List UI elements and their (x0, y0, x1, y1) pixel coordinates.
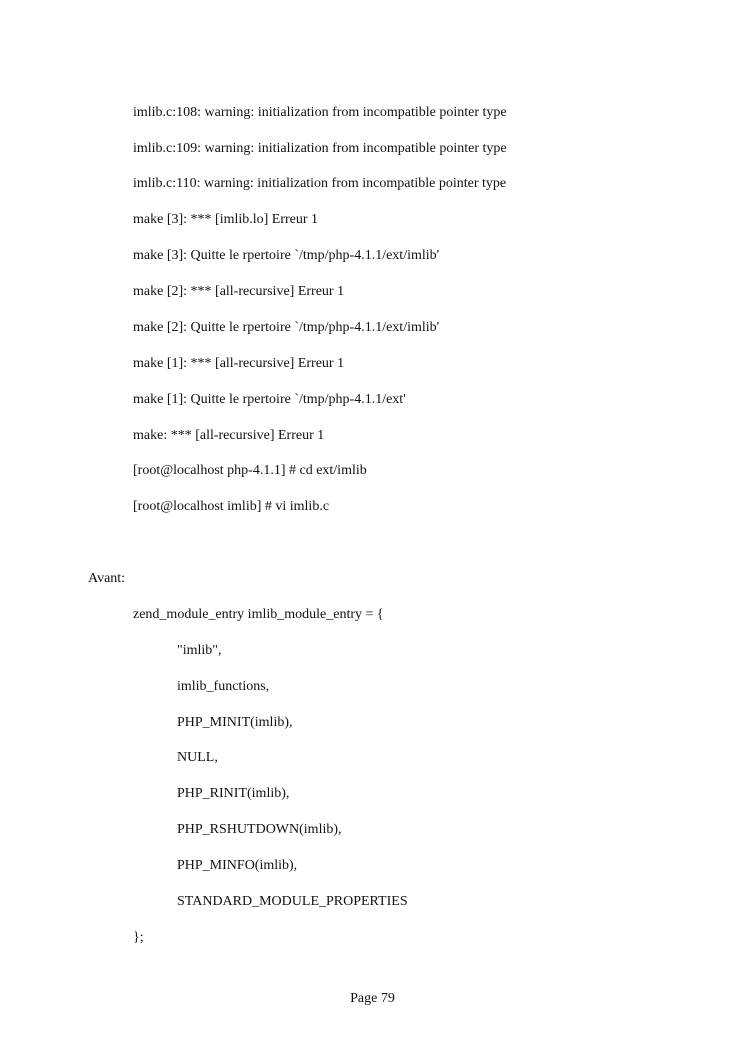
code-field: PHP_MINFO(imlib), (177, 858, 298, 873)
code-field: PHP_MINIT(imlib), (177, 715, 293, 730)
log-line: make [3]: Quitte le rpertoire `/tmp/php-4.1.1/ext/imlib' (133, 248, 440, 263)
code-field: imlib_functions, (177, 679, 270, 694)
code-field: "imlib", (177, 643, 222, 658)
code-field: PHP_RINIT(imlib), (177, 786, 290, 801)
page-number: Page 79 (350, 991, 395, 1006)
log-line: [root@localhost imlib] # vi imlib.c (133, 499, 330, 514)
section-label: Avant: (88, 571, 126, 586)
log-line: imlib.c:109: warning: initialization from incompatible pointer type (133, 141, 507, 156)
code-field: STANDARD_MODULE_PROPERTIES (177, 894, 408, 909)
log-line: make: *** [all-recursive] Erreur 1 (133, 428, 325, 443)
log-line: make [1]: *** [all-recursive] Erreur 1 (133, 356, 345, 371)
code-struct-close: }; (133, 930, 144, 945)
log-line: make [2]: Quitte le rpertoire `/tmp/php-4.1.1/ext/imlib' (133, 320, 440, 335)
log-line: imlib.c:110: warning: initialization from incompatible pointer type (133, 176, 507, 191)
log-line: make [1]: Quitte le rpertoire `/tmp/php-4.1.1/ext' (133, 392, 406, 407)
code-struct-open: zend_module_entry imlib_module_entry = { (133, 607, 384, 622)
log-line: [root@localhost php-4.1.1] # cd ext/imlib (133, 463, 367, 478)
log-line: imlib.c:108: warning: initialization from incompatible pointer type (133, 105, 507, 120)
code-field: PHP_RSHUTDOWN(imlib), (177, 822, 342, 837)
log-line: make [3]: *** [imlib.lo] Erreur 1 (133, 212, 319, 227)
code-field: NULL, (177, 750, 218, 765)
log-line: make [2]: *** [all-recursive] Erreur 1 (133, 284, 345, 299)
